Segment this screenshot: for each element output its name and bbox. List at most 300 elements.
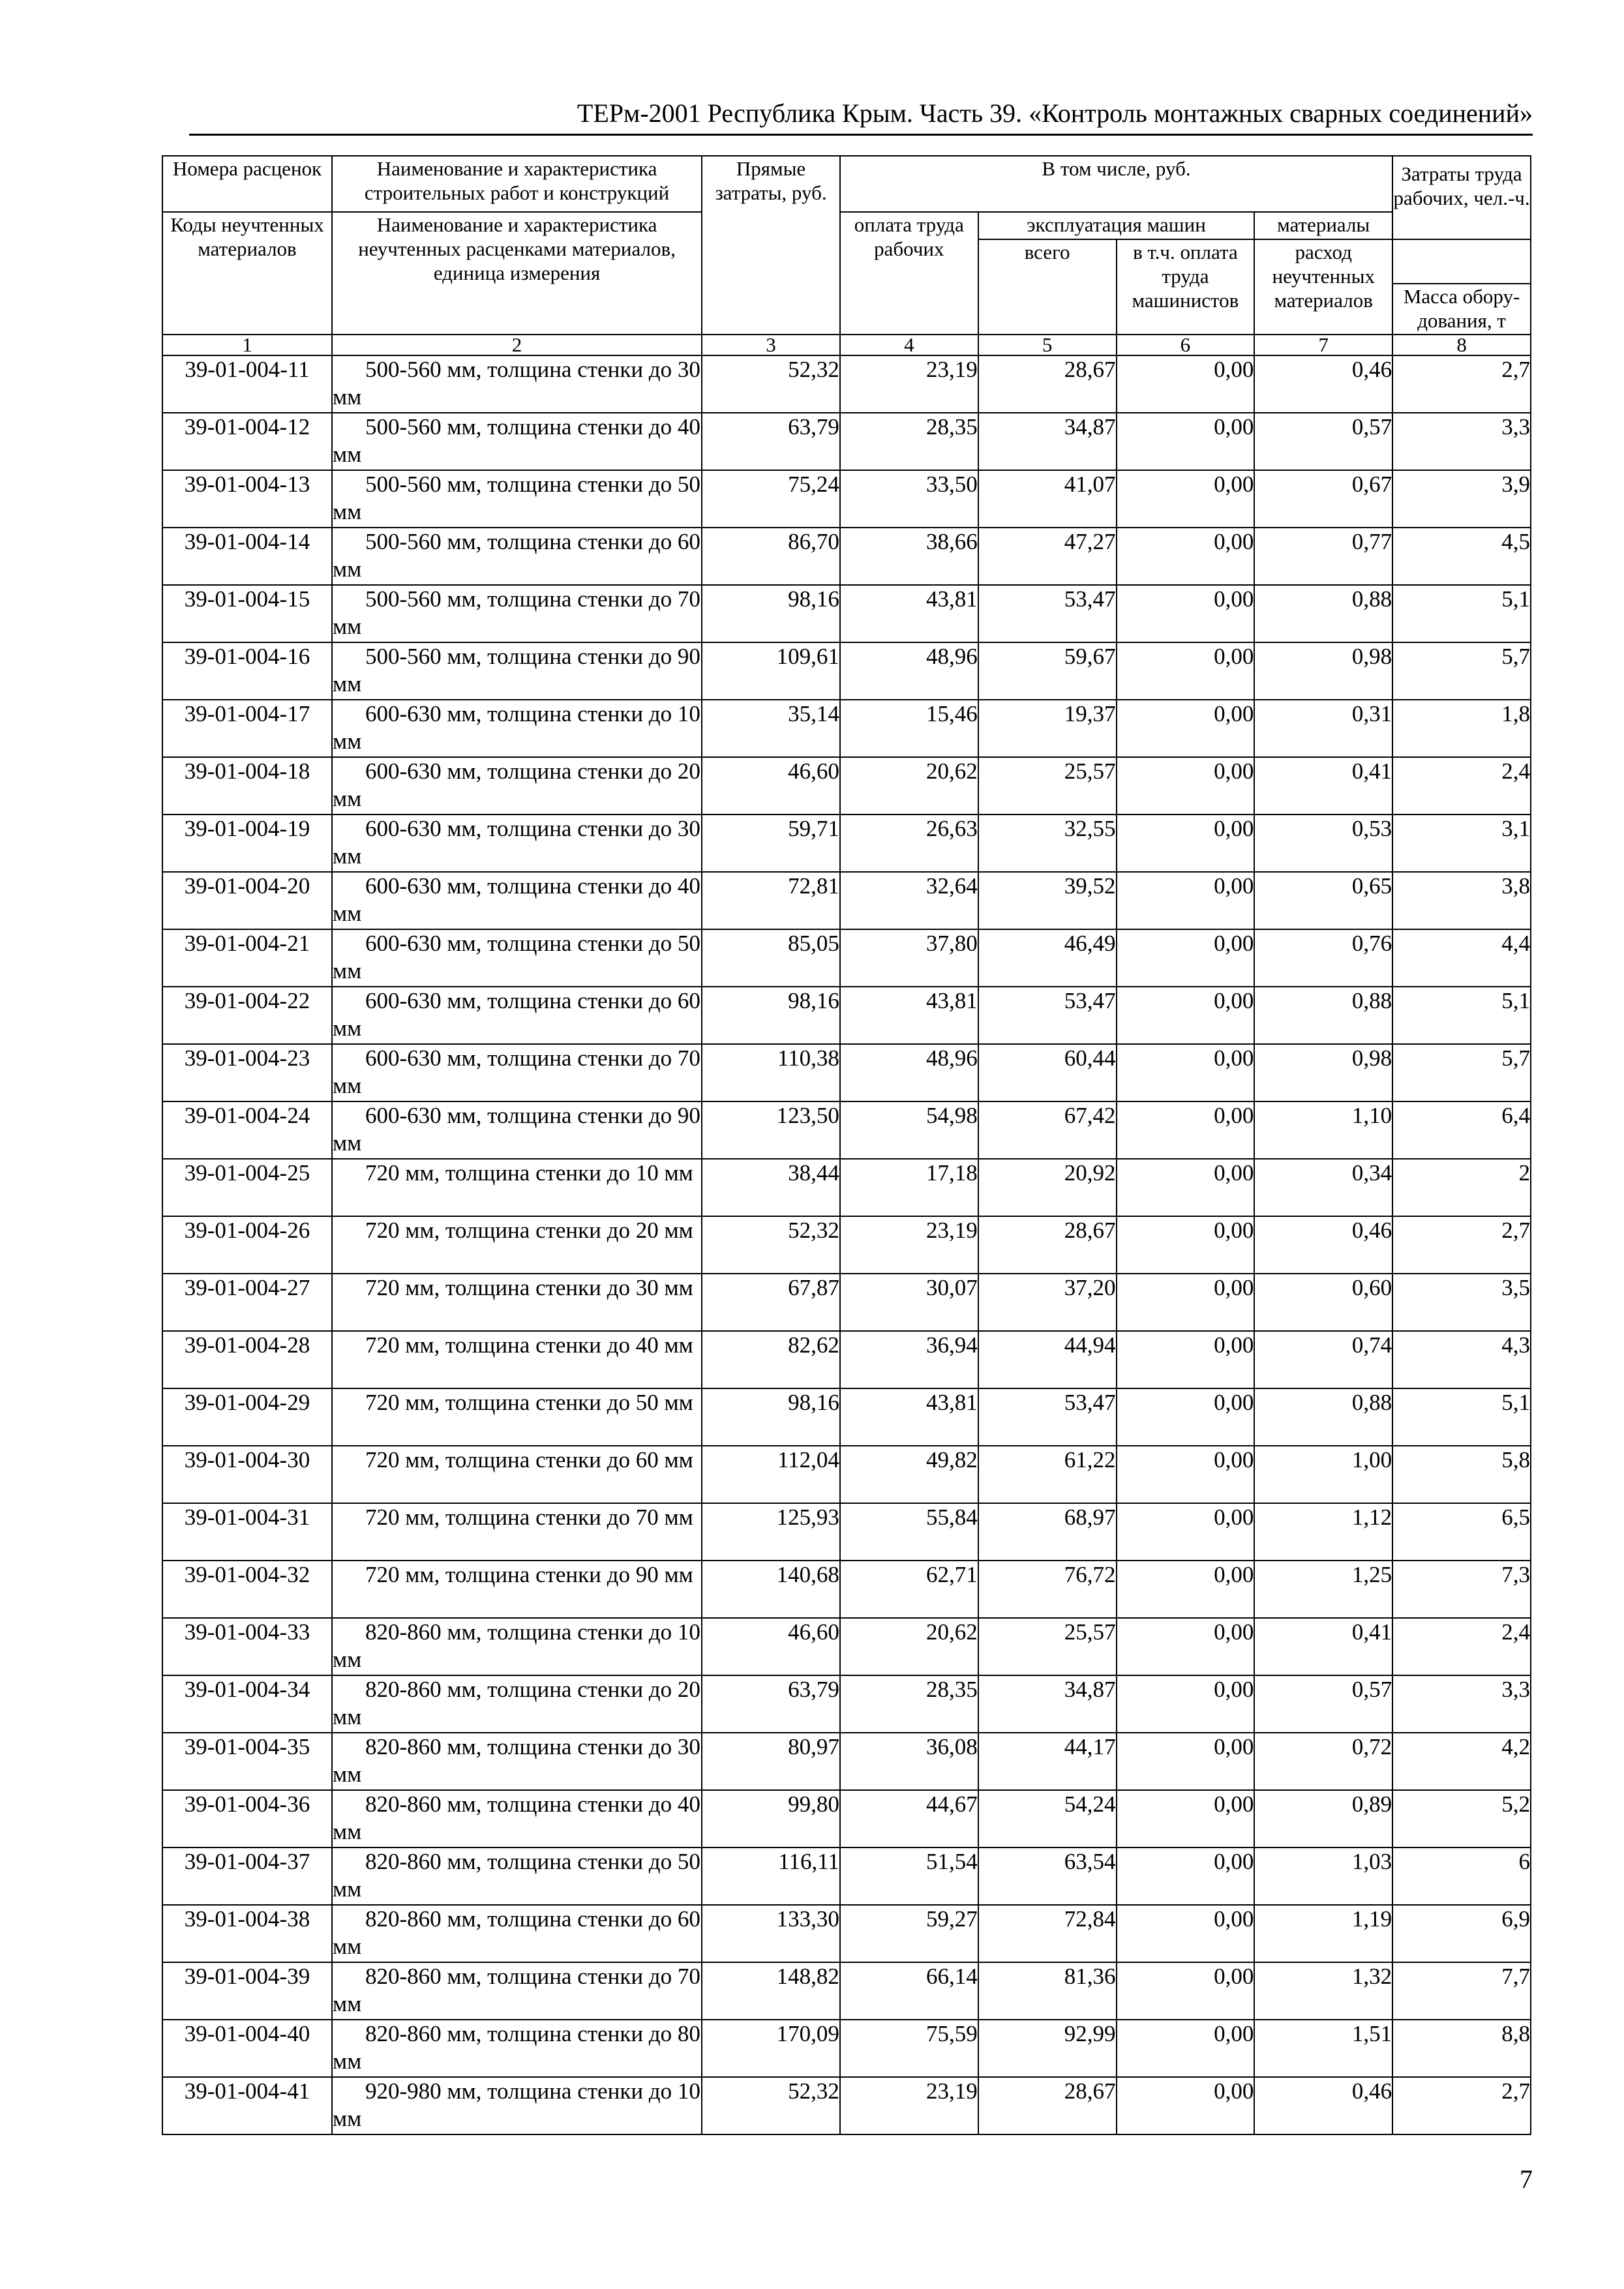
table-row: [162, 1905, 1531, 1962]
column-number: 7: [1254, 335, 1392, 355]
rate-code: 39-01-004-25: [162, 1159, 332, 1216]
rate-code: 39-01-004-35: [162, 1733, 332, 1790]
direct-costs-value: 52,32: [702, 2077, 840, 2134]
rate-code: 39-01-004-34: [162, 1675, 332, 1733]
labor-hours-value: 6,4: [1392, 1101, 1531, 1159]
operator-pay-value: 0,00: [1117, 1733, 1255, 1790]
header-direct-costs: Прямые затраты, руб.: [702, 156, 840, 335]
header-labor-costs: Затраты труда рабочих, чел.-ч.: [1392, 156, 1531, 239]
worker-pay-value: 49,82: [840, 1446, 978, 1503]
worker-pay-value: 23,19: [840, 2077, 978, 2134]
machine-total-value: 92,99: [978, 2020, 1117, 2077]
materials-value: 0,41: [1254, 757, 1392, 815]
worker-pay-value: 44,67: [840, 1790, 978, 1848]
operator-pay-value: 0,00: [1117, 1848, 1255, 1905]
materials-value: 0,53: [1254, 815, 1392, 872]
rate-code: 39-01-004-30: [162, 1446, 332, 1503]
work-description: 720 мм, толщина стенки до 10 мм: [332, 1159, 702, 1216]
materials-value: 0,88: [1254, 987, 1392, 1044]
labor-hours-value: 2,7: [1392, 355, 1531, 413]
worker-pay-value: 26,63: [840, 815, 978, 872]
table-row: [162, 1733, 1531, 1790]
materials-value: 0,98: [1254, 642, 1392, 700]
materials-value: 1,03: [1254, 1848, 1392, 1905]
worker-pay-value: 36,08: [840, 1733, 978, 1790]
direct-costs-value: 85,05: [702, 929, 840, 987]
table-row: [162, 815, 1531, 872]
machine-total-value: 46,49: [978, 929, 1117, 987]
machine-total-value: 19,37: [978, 700, 1117, 757]
operator-pay-value: 0,00: [1117, 1962, 1255, 2020]
rate-code: 39-01-004-20: [162, 872, 332, 929]
worker-pay-value: 38,66: [840, 528, 978, 585]
work-description: 720 мм, толщина стенки до 40 мм: [332, 1331, 702, 1388]
materials-value: 0,88: [1254, 1388, 1392, 1446]
column-number: 1: [162, 335, 332, 355]
column-number-row: [162, 335, 1531, 355]
work-description: 820-860 мм, толщина стенки до 70 мм: [332, 1962, 702, 2020]
operator-pay-value: 0,00: [1117, 470, 1255, 528]
materials-value: 0,57: [1254, 1675, 1392, 1733]
rate-code: 39-01-004-16: [162, 642, 332, 700]
materials-value: 0,46: [1254, 2077, 1392, 2134]
table-row: [162, 1331, 1531, 1388]
worker-pay-value: 20,62: [840, 757, 978, 815]
machine-total-value: 76,72: [978, 1561, 1117, 1618]
worker-pay-value: 30,07: [840, 1274, 978, 1331]
table-row: [162, 1561, 1531, 1618]
direct-costs-value: 80,97: [702, 1733, 840, 1790]
work-description: 720 мм, толщина стенки до 70 мм: [332, 1503, 702, 1561]
machine-total-value: 39,52: [978, 872, 1117, 929]
operator-pay-value: 0,00: [1117, 757, 1255, 815]
operator-pay-value: 0,00: [1117, 528, 1255, 585]
page-number: 7: [1520, 2164, 1533, 2194]
operator-pay-value: 0,00: [1117, 1159, 1255, 1216]
header-unaccounted-consumption: расход неучтенных материалов: [1254, 239, 1392, 335]
work-description: 820-860 мм, толщина стенки до 40 мм: [332, 1790, 702, 1848]
labor-hours-value: 5,7: [1392, 642, 1531, 700]
materials-value: 0,60: [1254, 1274, 1392, 1331]
table-row: [162, 1159, 1531, 1216]
column-number: 6: [1117, 335, 1255, 355]
worker-pay-value: 55,84: [840, 1503, 978, 1561]
work-description: 920-980 мм, толщина стенки до 10 мм: [332, 2077, 702, 2134]
table-row: [162, 413, 1531, 470]
materials-value: 0,31: [1254, 700, 1392, 757]
machine-total-value: 63,54: [978, 1848, 1117, 1905]
labor-hours-value: 1,8: [1392, 700, 1531, 757]
table-row: [162, 1790, 1531, 1848]
work-description: 600-630 мм, толщина стенки до 10 мм: [332, 700, 702, 757]
rate-code: 39-01-004-41: [162, 2077, 332, 2134]
rate-code: 39-01-004-27: [162, 1274, 332, 1331]
machine-total-value: 72,84: [978, 1905, 1117, 1962]
work-description: 600-630 мм, толщина стенки до 90 мм: [332, 1101, 702, 1159]
operator-pay-value: 0,00: [1117, 815, 1255, 872]
table-row: [162, 1274, 1531, 1331]
machine-total-value: 68,97: [978, 1503, 1117, 1561]
machine-total-value: 34,87: [978, 413, 1117, 470]
table-row: [162, 1848, 1531, 1905]
operator-pay-value: 0,00: [1117, 413, 1255, 470]
direct-costs-value: 133,30: [702, 1905, 840, 1962]
machine-total-value: 81,36: [978, 1962, 1117, 2020]
direct-costs-value: 35,14: [702, 700, 840, 757]
machine-total-value: 61,22: [978, 1446, 1117, 1503]
operator-pay-value: 0,00: [1117, 1274, 1255, 1331]
header-unaccounted-name: Наименование и характеристика неучтенных расценками материалов, единица измерения: [332, 212, 702, 335]
worker-pay-value: 48,96: [840, 1044, 978, 1101]
worker-pay-value: 66,14: [840, 1962, 978, 2020]
table-row: [162, 1388, 1531, 1446]
worker-pay-value: 59,27: [840, 1905, 978, 1962]
materials-value: 0,57: [1254, 413, 1392, 470]
labor-hours-value: 3,3: [1392, 413, 1531, 470]
machine-total-value: 54,24: [978, 1790, 1117, 1848]
direct-costs-value: 110,38: [702, 1044, 840, 1101]
machine-total-value: 67,42: [978, 1101, 1117, 1159]
operator-pay-value: 0,00: [1117, 1446, 1255, 1503]
labor-hours-value: 3,9: [1392, 470, 1531, 528]
rate-code: 39-01-004-29: [162, 1388, 332, 1446]
materials-value: 0,41: [1254, 1618, 1392, 1675]
work-description: 500-560 мм, толщина стенки до 70 мм: [332, 585, 702, 642]
direct-costs-value: 170,09: [702, 2020, 840, 2077]
direct-costs-value: 63,79: [702, 413, 840, 470]
direct-costs-value: 148,82: [702, 1962, 840, 2020]
work-description: 820-860 мм, толщина стенки до 60 мм: [332, 1905, 702, 1962]
direct-costs-value: 86,70: [702, 528, 840, 585]
materials-value: 0,98: [1254, 1044, 1392, 1101]
column-number: 2: [332, 335, 702, 355]
table-row: [162, 1044, 1531, 1101]
materials-value: 0,88: [1254, 585, 1392, 642]
machine-total-value: 44,17: [978, 1733, 1117, 1790]
direct-costs-value: 63,79: [702, 1675, 840, 1733]
header-labor-spacer: [1392, 239, 1531, 284]
materials-value: 1,19: [1254, 1905, 1392, 1962]
work-description: 600-630 мм, толщина стенки до 40 мм: [332, 872, 702, 929]
rate-code: 39-01-004-13: [162, 470, 332, 528]
labor-hours-value: 2,7: [1392, 2077, 1531, 2134]
work-description: 820-860 мм, толщина стенки до 30 мм: [332, 1733, 702, 1790]
machine-total-value: 53,47: [978, 987, 1117, 1044]
table-row: [162, 1503, 1531, 1561]
worker-pay-value: 17,18: [840, 1159, 978, 1216]
labor-hours-value: 5,1: [1392, 1388, 1531, 1446]
operator-pay-value: 0,00: [1117, 987, 1255, 1044]
work-description: 820-860 мм, толщина стенки до 10 мм: [332, 1618, 702, 1675]
labor-hours-value: 5,8: [1392, 1446, 1531, 1503]
rate-code: 39-01-004-22: [162, 987, 332, 1044]
rate-code: 39-01-004-11: [162, 355, 332, 413]
work-description: 500-560 мм, толщина стенки до 90 мм: [332, 642, 702, 700]
table-row: [162, 872, 1531, 929]
header-operator-pay: в т.ч. оплата труда машинистов: [1117, 239, 1255, 335]
worker-pay-value: 23,19: [840, 1216, 978, 1274]
direct-costs-value: 59,71: [702, 815, 840, 872]
table-row: [162, 1618, 1531, 1675]
work-description: 820-860 мм, толщина стенки до 50 мм: [332, 1848, 702, 1905]
work-description: 720 мм, толщина стенки до 60 мм: [332, 1446, 702, 1503]
labor-hours-value: 2: [1392, 1159, 1531, 1216]
machine-total-value: 41,07: [978, 470, 1117, 528]
materials-value: 1,32: [1254, 1962, 1392, 2020]
materials-value: 0,65: [1254, 872, 1392, 929]
labor-hours-value: 3,3: [1392, 1675, 1531, 1733]
rate-code: 39-01-004-14: [162, 528, 332, 585]
direct-costs-value: 99,80: [702, 1790, 840, 1848]
work-description: 820-860 мм, толщина стенки до 20 мм: [332, 1675, 702, 1733]
operator-pay-value: 0,00: [1117, 355, 1255, 413]
rate-code: 39-01-004-28: [162, 1331, 332, 1388]
operator-pay-value: 0,00: [1117, 1044, 1255, 1101]
materials-value: 0,46: [1254, 1216, 1392, 1274]
labor-hours-value: 5,7: [1392, 1044, 1531, 1101]
table-row: [162, 585, 1531, 642]
labor-hours-value: 8,8: [1392, 2020, 1531, 2077]
worker-pay-value: 33,50: [840, 470, 978, 528]
table-row: [162, 1101, 1531, 1159]
direct-costs-value: 109,61: [702, 642, 840, 700]
work-description: 500-560 мм, толщина стенки до 40 мм: [332, 413, 702, 470]
header-including: В том числе, руб.: [840, 156, 1392, 212]
table-row: [162, 528, 1531, 585]
materials-value: 1,51: [1254, 2020, 1392, 2077]
rate-code: 39-01-004-24: [162, 1101, 332, 1159]
materials-value: 0,74: [1254, 1331, 1392, 1388]
work-description: 500-560 мм, толщина стенки до 50 мм: [332, 470, 702, 528]
direct-costs-value: 125,93: [702, 1503, 840, 1561]
worker-pay-value: 15,46: [840, 700, 978, 757]
table-row: [162, 355, 1531, 413]
work-description: 600-630 мм, толщина стенки до 30 мм: [332, 815, 702, 872]
column-number: 3: [702, 335, 840, 355]
machine-total-value: 60,44: [978, 1044, 1117, 1101]
direct-costs-value: 98,16: [702, 585, 840, 642]
worker-pay-value: 36,94: [840, 1331, 978, 1388]
direct-costs-value: 52,32: [702, 355, 840, 413]
materials-value: 0,89: [1254, 1790, 1392, 1848]
rate-code: 39-01-004-31: [162, 1503, 332, 1561]
table-body: [162, 156, 1531, 2134]
header-total: всего: [978, 239, 1117, 335]
operator-pay-value: 0,00: [1117, 1216, 1255, 1274]
worker-pay-value: 20,62: [840, 1618, 978, 1675]
labor-hours-value: 2,4: [1392, 757, 1531, 815]
rate-code: 39-01-004-12: [162, 413, 332, 470]
worker-pay-value: 28,35: [840, 413, 978, 470]
header-row-1: [162, 156, 1531, 212]
operator-pay-value: 0,00: [1117, 872, 1255, 929]
machine-total-value: 28,67: [978, 355, 1117, 413]
worker-pay-value: 23,19: [840, 355, 978, 413]
materials-value: 1,12: [1254, 1503, 1392, 1561]
operator-pay-value: 0,00: [1117, 929, 1255, 987]
table-row: [162, 929, 1531, 987]
worker-pay-value: 51,54: [840, 1848, 978, 1905]
labor-hours-value: 2,4: [1392, 1618, 1531, 1675]
machine-total-value: 20,92: [978, 1159, 1117, 1216]
machine-total-value: 59,67: [978, 642, 1117, 700]
rate-code: 39-01-004-39: [162, 1962, 332, 2020]
worker-pay-value: 32,64: [840, 872, 978, 929]
machine-total-value: 25,57: [978, 757, 1117, 815]
rate-code: 39-01-004-40: [162, 2020, 332, 2077]
labor-hours-value: 3,1: [1392, 815, 1531, 872]
direct-costs-value: 98,16: [702, 1388, 840, 1446]
worker-pay-value: 37,80: [840, 929, 978, 987]
labor-hours-value: 4,2: [1392, 1733, 1531, 1790]
table-row: [162, 987, 1531, 1044]
machine-total-value: 53,47: [978, 585, 1117, 642]
direct-costs-value: 67,87: [702, 1274, 840, 1331]
direct-costs-value: 112,04: [702, 1446, 840, 1503]
rate-code: 39-01-004-21: [162, 929, 332, 987]
labor-hours-value: 6: [1392, 1848, 1531, 1905]
direct-costs-value: 116,11: [702, 1848, 840, 1905]
worker-pay-value: 75,59: [840, 2020, 978, 2077]
labor-hours-value: 4,3: [1392, 1331, 1531, 1388]
rate-code: 39-01-004-15: [162, 585, 332, 642]
labor-hours-value: 4,4: [1392, 929, 1531, 987]
direct-costs-value: 52,32: [702, 1216, 840, 1274]
table-row: [162, 757, 1531, 815]
operator-pay-value: 0,00: [1117, 1618, 1255, 1675]
machine-total-value: 28,67: [978, 2077, 1117, 2134]
labor-hours-value: 3,8: [1392, 872, 1531, 929]
materials-value: 0,34: [1254, 1159, 1392, 1216]
header-unaccounted-codes: Коды неучтенных материалов: [162, 212, 332, 335]
machine-total-value: 32,55: [978, 815, 1117, 872]
header-worker-pay: оплата труда рабочих: [840, 212, 978, 335]
direct-costs-value: 75,24: [702, 470, 840, 528]
labor-hours-value: 2,7: [1392, 1216, 1531, 1274]
labor-hours-value: 7,7: [1392, 1962, 1531, 2020]
table-row: [162, 1675, 1531, 1733]
column-number: 5: [978, 335, 1117, 355]
work-description: 720 мм, толщина стенки до 30 мм: [332, 1274, 702, 1331]
labor-hours-value: 5,2: [1392, 1790, 1531, 1848]
operator-pay-value: 0,00: [1117, 2077, 1255, 2134]
operator-pay-value: 0,00: [1117, 642, 1255, 700]
work-description: 600-630 мм, толщина стенки до 50 мм: [332, 929, 702, 987]
operator-pay-value: 0,00: [1117, 2020, 1255, 2077]
labor-hours-value: 7,3: [1392, 1561, 1531, 1618]
labor-hours-value: 5,1: [1392, 585, 1531, 642]
worker-pay-value: 28,35: [840, 1675, 978, 1733]
rate-code: 39-01-004-17: [162, 700, 332, 757]
worker-pay-value: 43,81: [840, 1388, 978, 1446]
worker-pay-value: 43,81: [840, 585, 978, 642]
materials-value: 1,00: [1254, 1446, 1392, 1503]
direct-costs-value: 46,60: [702, 757, 840, 815]
machine-total-value: 53,47: [978, 1388, 1117, 1446]
operator-pay-value: 0,00: [1117, 700, 1255, 757]
worker-pay-value: 48,96: [840, 642, 978, 700]
work-description: 720 мм, толщина стенки до 90 мм: [332, 1561, 702, 1618]
direct-costs-value: 123,50: [702, 1101, 840, 1159]
direct-costs-value: 98,16: [702, 987, 840, 1044]
materials-value: 1,25: [1254, 1561, 1392, 1618]
direct-costs-value: 46,60: [702, 1618, 840, 1675]
header-materials: материалы: [1254, 212, 1392, 239]
table-row: [162, 1446, 1531, 1503]
direct-costs-value: 38,44: [702, 1159, 840, 1216]
work-description: 600-630 мм, толщина стенки до 60 мм: [332, 987, 702, 1044]
machine-total-value: 44,94: [978, 1331, 1117, 1388]
work-description: 500-560 мм, толщина стенки до 30 мм: [332, 355, 702, 413]
table-row: [162, 700, 1531, 757]
rate-code: 39-01-004-26: [162, 1216, 332, 1274]
materials-value: 0,46: [1254, 355, 1392, 413]
header-work-name: Наименование и характеристика строительных работ и конструкций: [332, 156, 702, 212]
header-equipment-mass: Масса обору-дования, т: [1392, 284, 1531, 335]
operator-pay-value: 0,00: [1117, 585, 1255, 642]
worker-pay-value: 43,81: [840, 987, 978, 1044]
work-description: 600-630 мм, толщина стенки до 70 мм: [332, 1044, 702, 1101]
table-row: [162, 1962, 1531, 2020]
price-table: [162, 155, 1531, 2135]
work-description: 500-560 мм, толщина стенки до 60 мм: [332, 528, 702, 585]
labor-hours-value: 5,1: [1392, 987, 1531, 1044]
operator-pay-value: 0,00: [1117, 1561, 1255, 1618]
table-row: [162, 2077, 1531, 2134]
operator-pay-value: 0,00: [1117, 1905, 1255, 1962]
materials-value: 0,76: [1254, 929, 1392, 987]
rate-code: 39-01-004-19: [162, 815, 332, 872]
running-header: ТЕРм-2001 Республика Крым. Часть 39. «Контроль монтажных сварных соединений»: [577, 98, 1533, 128]
work-description: 720 мм, толщина стенки до 50 мм: [332, 1388, 702, 1446]
operator-pay-value: 0,00: [1117, 1331, 1255, 1388]
table-row: [162, 2020, 1531, 2077]
rate-code: 39-01-004-33: [162, 1618, 332, 1675]
rate-code: 39-01-004-32: [162, 1561, 332, 1618]
rate-code: 39-01-004-18: [162, 757, 332, 815]
header-rule: [189, 134, 1533, 136]
table-row: [162, 470, 1531, 528]
labor-hours-value: 6,5: [1392, 1503, 1531, 1561]
labor-hours-value: 3,5: [1392, 1274, 1531, 1331]
materials-value: 1,10: [1254, 1101, 1392, 1159]
rate-code: 39-01-004-37: [162, 1848, 332, 1905]
machine-total-value: 34,87: [978, 1675, 1117, 1733]
header-rate-numbers: Номера расценок: [162, 156, 332, 212]
operator-pay-value: 0,00: [1117, 1503, 1255, 1561]
materials-value: 0,77: [1254, 528, 1392, 585]
materials-value: 0,72: [1254, 1733, 1392, 1790]
operator-pay-value: 0,00: [1117, 1101, 1255, 1159]
machine-total-value: 25,57: [978, 1618, 1117, 1675]
materials-value: 0,67: [1254, 470, 1392, 528]
machine-total-value: 47,27: [978, 528, 1117, 585]
rate-code: 39-01-004-38: [162, 1905, 332, 1962]
work-description: 600-630 мм, толщина стенки до 20 мм: [332, 757, 702, 815]
direct-costs-value: 140,68: [702, 1561, 840, 1618]
direct-costs-value: 82,62: [702, 1331, 840, 1388]
labor-hours-value: 4,5: [1392, 528, 1531, 585]
rate-code: 39-01-004-23: [162, 1044, 332, 1101]
table-row: [162, 642, 1531, 700]
operator-pay-value: 0,00: [1117, 1675, 1255, 1733]
machine-total-value: 28,67: [978, 1216, 1117, 1274]
labor-hours-value: 6,9: [1392, 1905, 1531, 1962]
direct-costs-value: 72,81: [702, 872, 840, 929]
work-description: 720 мм, толщина стенки до 20 мм: [332, 1216, 702, 1274]
column-number: 4: [840, 335, 978, 355]
operator-pay-value: 0,00: [1117, 1790, 1255, 1848]
